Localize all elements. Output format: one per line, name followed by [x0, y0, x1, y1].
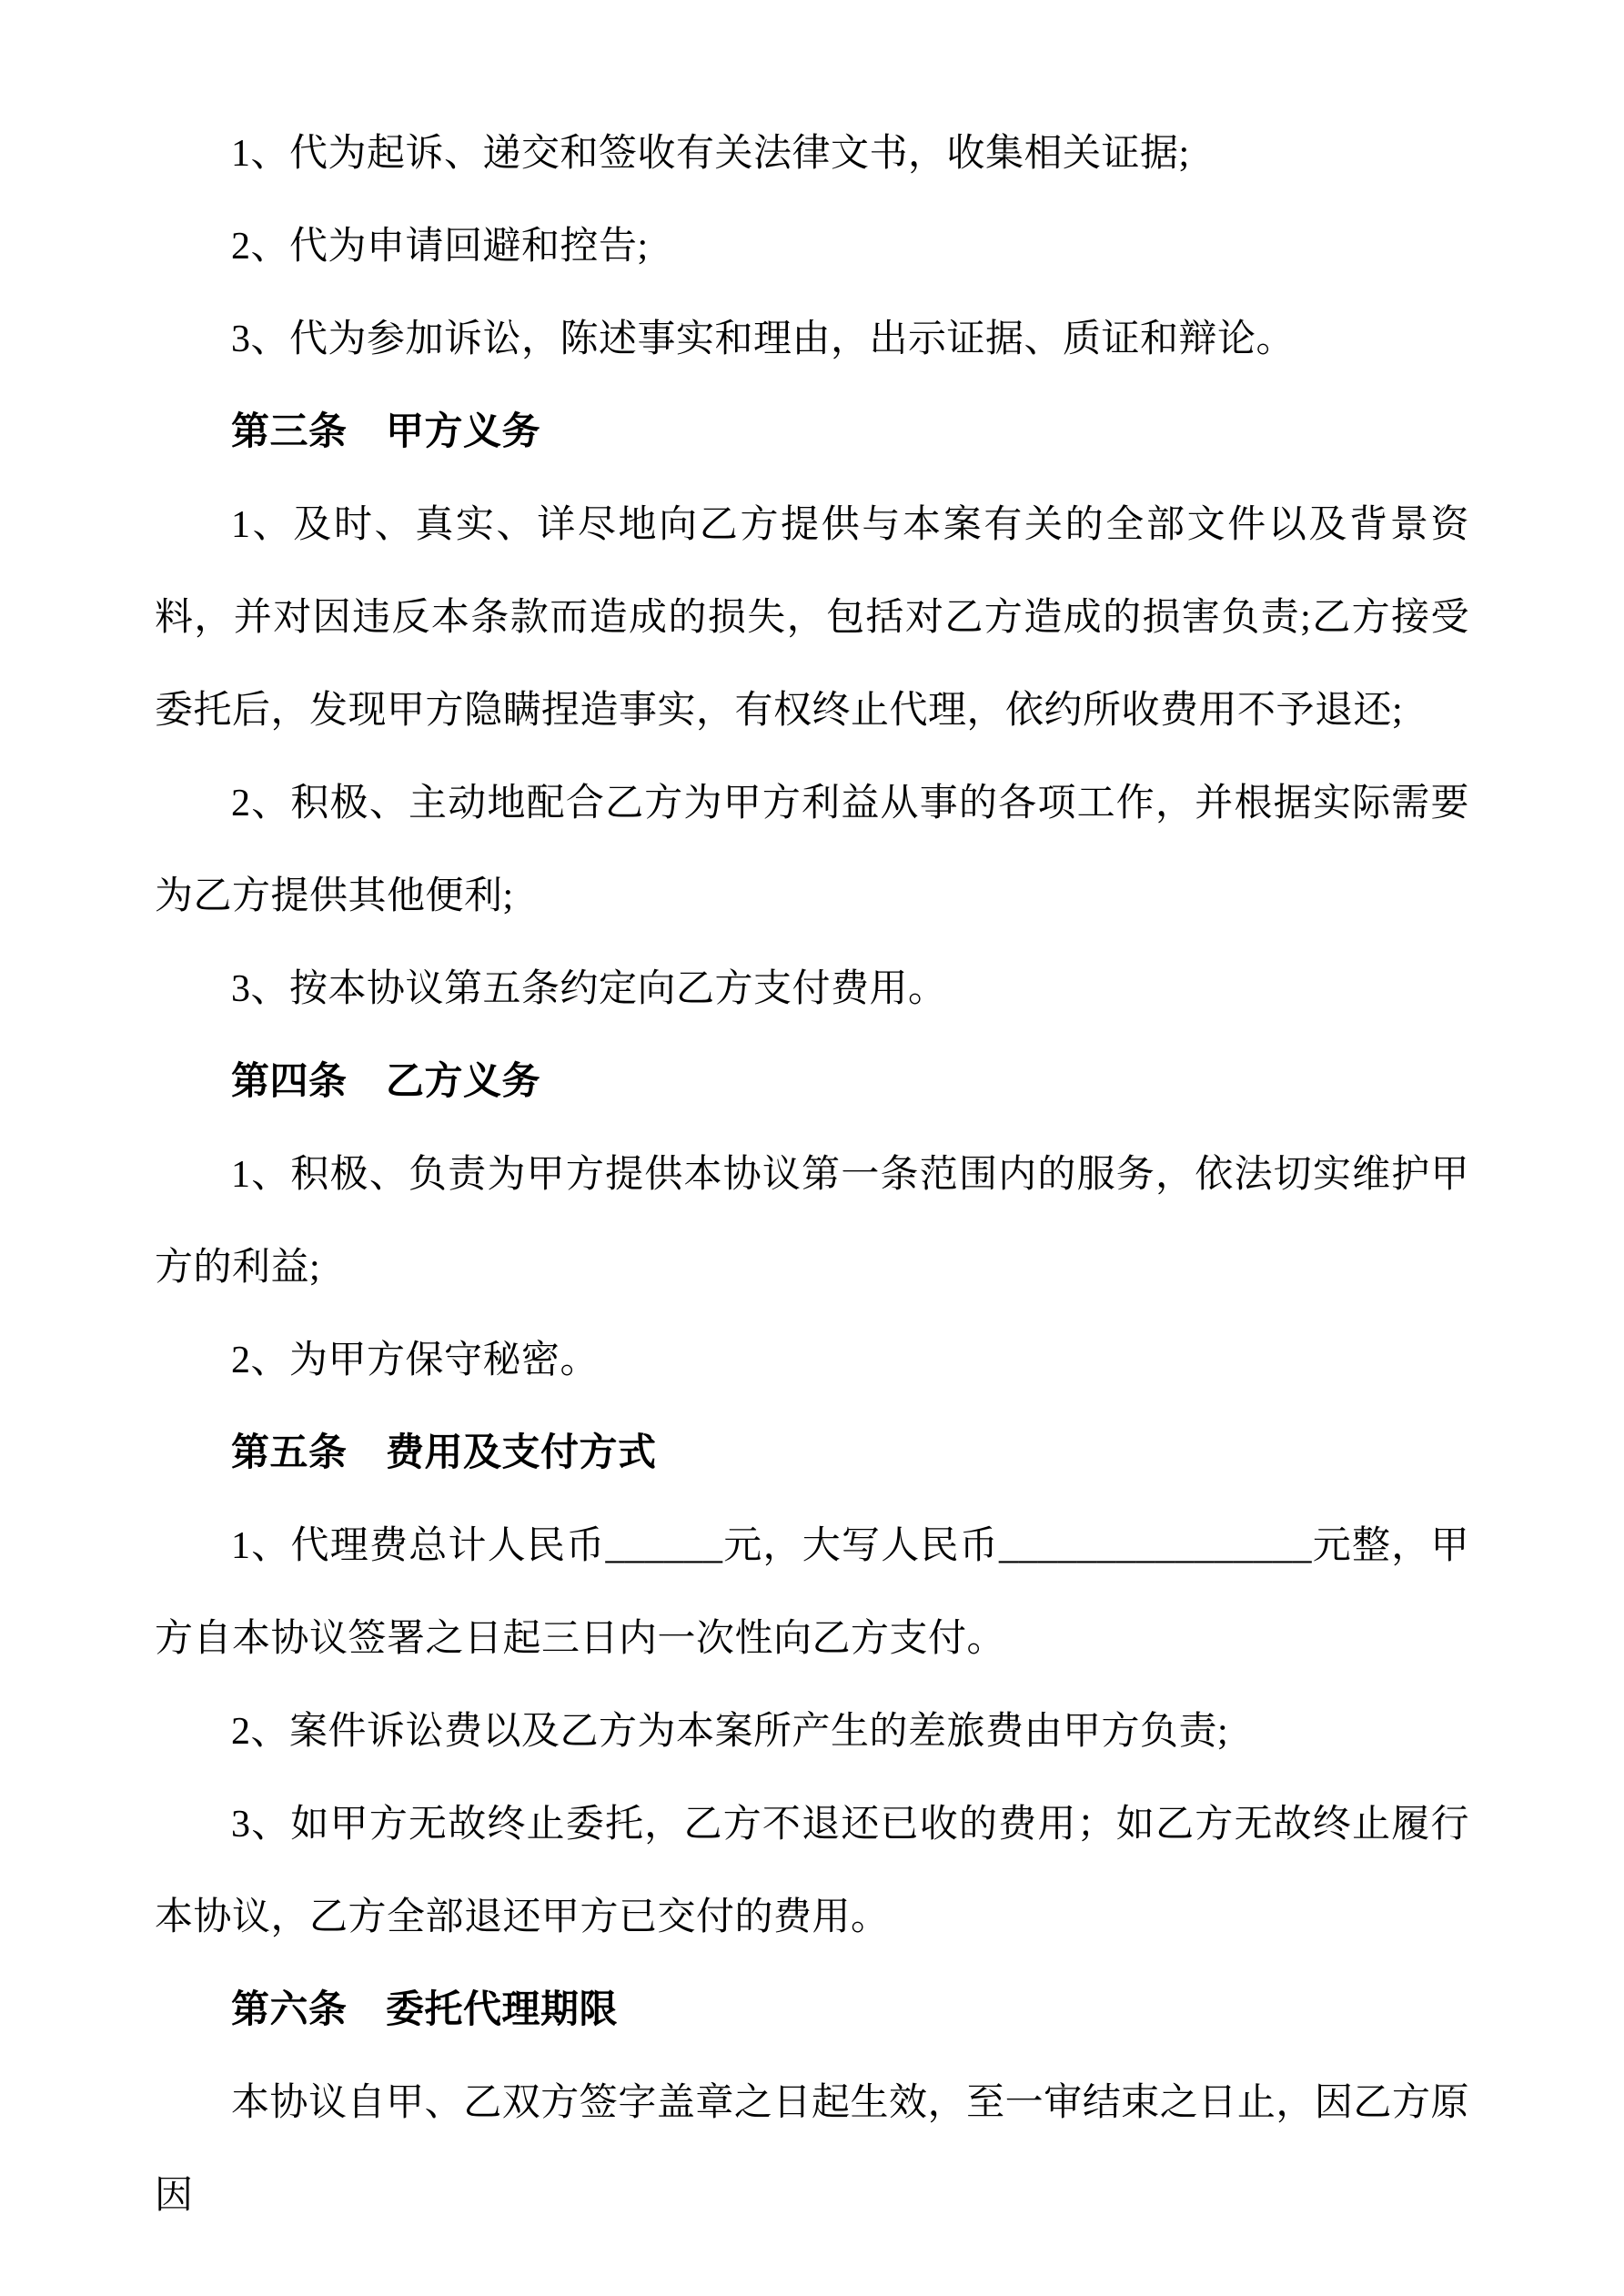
- paragraph: 1、代理费总计人民币______元，大写人民币________________元整，甲方自本协议签署之日起三日内一次性向乙方支付。: [155, 1525, 1469, 1660]
- paragraph: 1、及时、真实、详尽地向乙方提供与本案有关的全部文件以及背景资料，并对因违反本条款而造成的损失，包括对乙方造成的损害负责;乙方接受委托后，发现甲方隐瞒捏造事实，有权终止代理，依约所收费用不予退还;: [155, 504, 1469, 732]
- section-heading: 第五条 费用及支付方式: [231, 1432, 657, 1474]
- paragraph: 2、为甲方保守秘密。: [231, 1340, 600, 1381]
- paragraph: 2、积极、主动地配合乙方为甲方利益从事的各项工作，并根据实际需要为乙方提供其他便利;: [155, 783, 1469, 917]
- paragraph: 3、代为参加诉讼，陈述事实和理由，出示证据、质证和辩论。: [231, 319, 1296, 360]
- section-heading: 第四条 乙方义务: [231, 1061, 541, 1103]
- paragraph: 本协议自甲、乙双方签字盖章之日起生效，至一审结束之日止，因乙方原因: [155, 2082, 1469, 2217]
- paragraph: 2、案件诉讼费以及乙方为本案所产生的差旅费由甲方负责;: [231, 1711, 1229, 1753]
- section-heading: 第三条 甲方义务: [231, 411, 541, 453]
- paragraph: 2、代为申请回避和控告;: [231, 226, 649, 268]
- paragraph: 1、积极、负责为甲方提供本协议第一条范围内的服务，依法切实维护甲方的利益;: [155, 1154, 1469, 1289]
- section-heading: 第六条 委托代理期限: [231, 1989, 619, 2031]
- paragraph: 3、按本协议第五条约定向乙方支付费用。: [231, 968, 947, 1010]
- paragraph: 1、代为起诉、递交和签收有关法律文书，收集相关证据;: [231, 133, 1190, 175]
- paragraph: 3、如甲方无故终止委托，乙方不退还已收的费用；如乙方无故终止履行本协议，乙方全部退还甲方已交付的费用。: [155, 1804, 1469, 1938]
